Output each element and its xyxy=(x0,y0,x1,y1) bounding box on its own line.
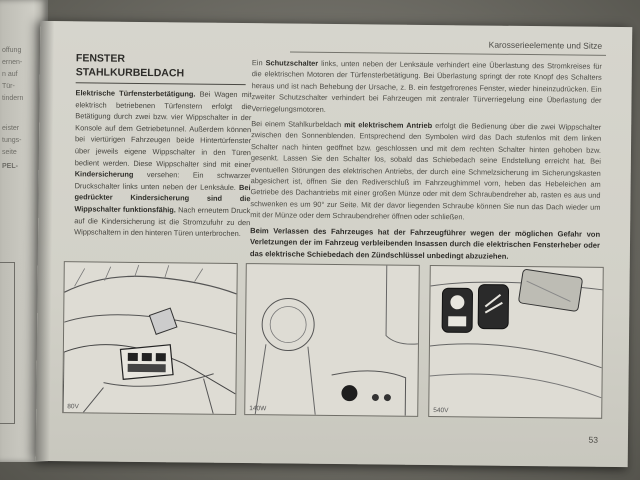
section-heading-line2: STAHLKURBELDACH xyxy=(75,66,185,80)
safety-warning: Beim Verlassen des Fahrzeuges hat der Fahrzeugführer wegen der möglichen Gefahr von Verletzungen der im Fahrzeug verbleibenden Insassen durch die elektrischen Fensterheber oder das elektrische Schiebedach den Zündschlüssel unbedingt abzuziehen. xyxy=(249,225,601,261)
sunroof-text-b: erfolgt die Bedienung über die zwei Wippschalter zwischen den Sonnenblenden. Entsprechend den Symbolen wird das Dach stufenlos mit dem linken Schalter nach hinten geöffnet bzw. geschlossen und mit dem rechten Schalter hinten gehoben bzw. gesenkt. Lassen Sie den Schalter los, sobald das Schiebedach seine Endstellung erreicht hat. Bei eventuellen Störungen des elektrischen Antriebs, der durch eine Schmelzsicherung im Sicherungskasten abgesichert ist, öffnen Sie den Rediverschluß im Fahrzeughimmel vorn, heben das Hebeleichen am Getriebe des Dachantriebs mit einer großen Münze oder mit dem Schraubendreher ab, rasten es aus und schwenken es um 90° zur Seite. Mit der davor liegenden Schraube können Sie nun das Dach wieder um mit der Münze oder dem Schraubendreher öffnen oder schließen. xyxy=(250,121,602,222)
left-edge-line: offung xyxy=(2,47,22,54)
sunroof-term: mit elektrischem Antrieb xyxy=(344,120,433,131)
header-rule xyxy=(290,52,606,56)
left-edge-line: eister xyxy=(2,125,20,132)
figure-circuit-breaker xyxy=(244,263,420,417)
child-lock-note: Bei gedrückter Kindersicherung sind die Wippschalter funktionsfähig. xyxy=(74,182,251,215)
page-number: 53 xyxy=(588,434,599,445)
breaker-term: Schutzschalter xyxy=(265,58,319,68)
left-edge-line: n auf xyxy=(2,71,18,78)
figure-label: 140W xyxy=(249,405,267,413)
window-text-3: Nach erneutem Druck auf die Kindersicherung ist die Stromzufuhr zu den Wippschaltern in den hinteren Türen unterbrochen. xyxy=(74,205,251,239)
circuit-breaker-illustration xyxy=(245,264,419,416)
circuit-breaker-paragraph xyxy=(251,57,602,118)
right-text-column xyxy=(250,57,602,263)
left-edge-figure-frame xyxy=(0,262,15,424)
window-lead: Elektrische Türfensterbetätigung. xyxy=(75,88,196,99)
left-edge-line: tindern xyxy=(2,95,24,102)
left-edge-line: Tür- xyxy=(2,83,15,90)
left-edge-line: tungs- xyxy=(2,137,22,144)
child-lock-term: Kindersicherung xyxy=(74,169,134,180)
sunroof-switches-illustration xyxy=(429,266,603,418)
figure-label: 540V xyxy=(433,407,449,415)
breaker-text-a: Ein xyxy=(251,58,266,68)
sunroof-paragraph xyxy=(250,118,601,224)
running-header: Karosserieelemente und Sitze xyxy=(488,39,603,51)
figure-console-switches xyxy=(62,261,238,415)
section-heading xyxy=(76,51,246,85)
sunroof-text-a: Bei einem Stahlkurbeldach xyxy=(251,119,345,130)
left-edge-line: seite xyxy=(2,149,17,156)
console-switches-illustration xyxy=(63,262,237,414)
left-edge-line: ernen- xyxy=(2,59,23,66)
left-edge-line: PEL- xyxy=(2,163,18,170)
left-text-column xyxy=(74,87,252,244)
breaker-text-b: links, unten neben der Lenksäule verhindert eine Überlastung des Stromkreises für die elektrischen Motoren der Türfensterbetätigung. Bei Überlastung springt der rote Knopf des Schalters heraus und ist nach Behebung der Ursache, z. B. ein festgefrorenes Fenster, wieder hineinzudrücken. Ein zweiter Schutzschalter verhindert bei Fahrzeugen mit zentraler Türverriegelung eine Überlastung der Verriegelungsmotoren. xyxy=(251,58,602,114)
figure-label: 80V xyxy=(67,403,79,411)
window-paragraph xyxy=(74,87,252,240)
window-text: Bei Wagen mit elektrisch betriebenen Türfenstern erfolgt die Betätigung durch zwei bzw. vier Wippschalter in der Konsole auf dem Getriebetunnel. Außerdem können bei viertürigen Fahrzeugen beide Hintertürfenster über jeweils eigene Wippschalter in den Türen bedient werden. Diese Wippschalter sind mit einer xyxy=(74,89,252,169)
window-text-2: versehen: Ein schwarzer Druckschalter links unten neben der Lenksäule. xyxy=(74,170,251,192)
figure-sunroof-switches xyxy=(428,265,604,419)
section-heading-line1: FENSTER xyxy=(75,52,126,65)
book-page xyxy=(36,21,633,467)
